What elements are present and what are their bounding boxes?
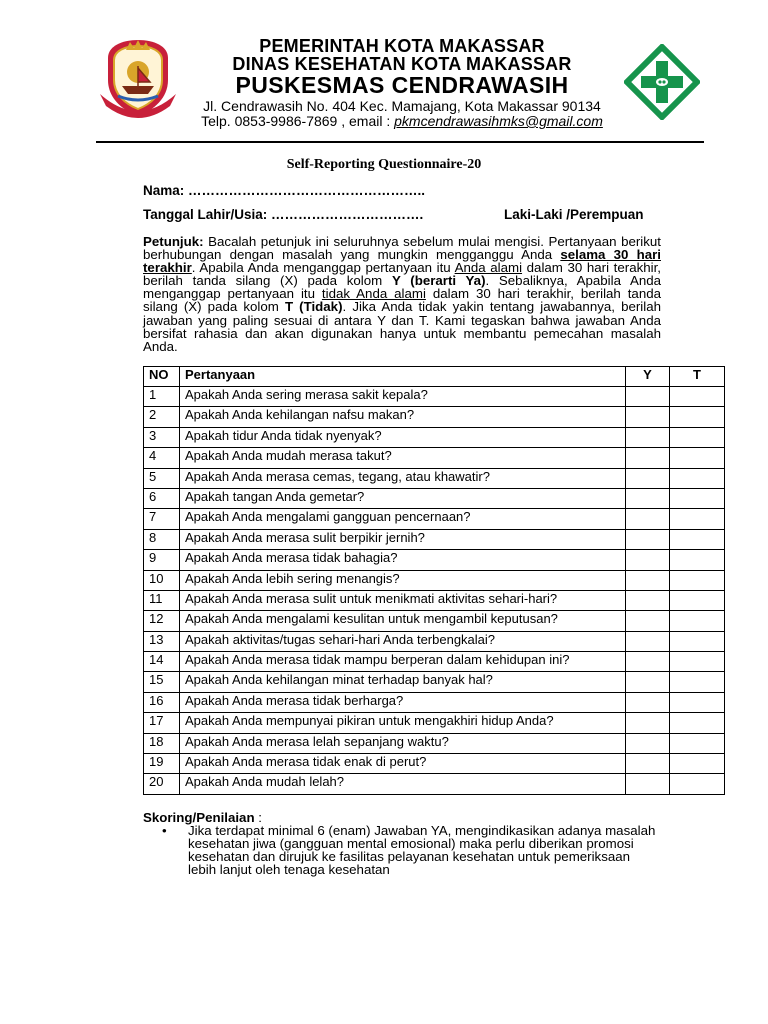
list-item [160,824,660,876]
row-answer-yes [626,713,670,733]
instructions-label: Petunjuk: [143,234,204,249]
row-number: 8 [144,529,180,549]
header-question: Pertanyaan [180,367,626,387]
header-contact [180,113,624,129]
gender-field: Laki-Laki /Perempuan [504,207,644,222]
header-no-answer: T [670,367,725,387]
row-answer-yes [626,570,670,590]
row-number: 20 [144,774,180,794]
scoring-rule-text: Jika terdapat minimal 6 (enam) Jawaban YA, mengindikasikan adanya masalah kesehatan jiwa (gangguan mental emosional) maka perlu diberikan promosi kesehatan dan dirujuk ke fasilitas pelayanan kesehatan untuk pemeriksaan lebih lanjut oleh tenaga kesehatan [188,823,656,878]
table-row [144,611,725,631]
row-answer-no [670,448,725,468]
row-answer-yes [626,774,670,794]
table-row [144,570,725,590]
row-question: Apakah tangan Anda gemetar? [180,488,626,508]
row-answer-yes [626,468,670,488]
row-number: 2 [144,407,180,427]
instructions-text: dalam 30 hari terakhir, berilah tanda silang (X) pada kolom [143,260,661,289]
row-number: 10 [144,570,180,590]
birthdate-age-field-line: Tanggal Lahir/Usia: ……………………………. [143,207,424,222]
scoring-list [160,824,660,876]
header-no: NO [144,367,180,387]
row-question: Apakah Anda mengalami gangguan pencernaan? [180,509,626,529]
instructions-paragraph [143,235,661,353]
row-answer-no [670,733,725,753]
row-answer-no [670,652,725,672]
letterhead-divider [96,141,704,143]
table-row [144,774,725,794]
table-row [144,427,725,447]
header-institution-name: PUSKESMAS CENDRAWASIH [235,72,569,98]
row-number: 4 [144,448,180,468]
instructions-text: . Jika Anda tidak yakin tentang jawabannya, berilah jawaban yang paling sesuai di antara Y dan T. Kami tegaskan bahwa jawaban Anda bersifat rahasia dan akan digunakan hanya untuk membantu pemecahan masalah Anda. [143,299,661,354]
row-answer-no [670,550,725,570]
row-number: 3 [144,427,180,447]
row-question: Apakah Anda merasa tidak berharga? [180,692,626,712]
row-answer-yes [626,631,670,651]
row-number: 7 [144,509,180,529]
row-number: 12 [144,611,180,631]
scoring-title: Skoring/Penilaian [143,810,255,825]
row-question: Apakah Anda mempunyai pikiran untuk mengakhiri hidup Anda? [180,713,626,733]
row-question: Apakah Anda mudah lelah? [180,774,626,794]
row-number: 17 [144,713,180,733]
row-answer-yes [626,590,670,610]
row-number: 9 [144,550,180,570]
row-question: Apakah tidur Anda tidak nyenyak? [180,427,626,447]
row-answer-no [670,611,725,631]
row-question: Apakah Anda merasa tidak mampu berperan dalam kehidupan ini? [180,652,626,672]
header-department-line: DINAS KESEHATAN KOTA MAKASSAR [232,54,572,74]
row-question: Apakah Anda mengalami kesulitan untuk mengambil keputusan? [180,611,626,631]
table-row [144,468,725,488]
row-question: Apakah Anda mudah merasa takut? [180,448,626,468]
instructions-emphasis: selama 30 hari terakhir [143,247,661,276]
row-number: 11 [144,590,180,610]
table-header-row [144,367,725,387]
row-answer-yes [626,387,670,407]
table-row [144,652,725,672]
bullet-icon: • [162,823,167,838]
row-answer-no [670,468,725,488]
puskesmas-cross-logo [624,44,700,120]
table-row [144,509,725,529]
instructions-underline: tidak Anda alami [321,286,426,302]
row-number: 6 [144,488,180,508]
makassar-city-seal-logo [96,36,180,120]
instructions-emphasis: T (Tidak) [284,299,343,315]
table-row [144,733,725,753]
table-row [144,754,725,774]
header-yes: Y [626,367,670,387]
row-answer-yes [626,488,670,508]
row-answer-yes [626,692,670,712]
row-answer-no [670,590,725,610]
row-answer-yes [626,652,670,672]
row-question: Apakah Anda merasa sulit berpikir jernih? [180,529,626,549]
row-question: Apakah Anda merasa lelah sepanjang waktu? [180,733,626,753]
row-answer-yes [626,407,670,427]
row-answer-no [670,529,725,549]
table-row [144,590,725,610]
row-answer-no [670,631,725,651]
instructions-underline: Anda alami [454,260,523,276]
document-title: Self-Reporting Questionnaire-20 [286,157,482,172]
row-answer-yes [626,733,670,753]
row-answer-yes [626,550,670,570]
row-question: Apakah Anda kehilangan nafsu makan? [180,407,626,427]
table-row [144,631,725,651]
table-row [144,672,725,692]
header-government-line: PEMERINTAH KOTA MAKASSAR [259,36,545,56]
row-question: Apakah Anda kehilangan minat terhadap banyak hal? [180,672,626,692]
row-number: 15 [144,672,180,692]
table-row [144,713,725,733]
header-address: Jl. Cendrawasih No. 404 Kec. Mamajang, Kota Makassar 90134 [203,98,601,114]
row-number: 16 [144,692,180,712]
row-answer-no [670,692,725,712]
row-number: 18 [144,733,180,753]
table-row [144,387,725,407]
name-field-line: Nama: …………………………………………….. [143,183,426,198]
instructions-text: . Sebaliknya, Apabila Anda menganggap pertanyaan itu [143,273,662,302]
row-answer-no [670,387,725,407]
row-answer-yes [626,754,670,774]
header-email: pkmcendrawasihmks@gmail.com [394,113,603,129]
questionnaire-body [144,387,725,795]
row-answer-yes [626,427,670,447]
row-number: 13 [144,631,180,651]
questionnaire-table [143,366,725,795]
row-answer-yes [626,529,670,549]
row-answer-no [670,754,725,774]
instructions-text: Bacalah petunjuk ini seluruhnya sebelum mulai mengisi. Pertanyaan berikut berhubungan dengan masalah yang mungkin mengganggu Anda [143,234,661,263]
row-number: 19 [144,754,180,774]
row-question: Apakah aktivitas/tugas sehari-hari Anda terbengkalai? [180,631,626,651]
scoring-title-suffix: : [254,810,262,825]
row-answer-yes [626,611,670,631]
instructions-text: . Apabila Anda menganggap pertanyaan itu [191,260,455,276]
table-row [144,407,725,427]
row-answer-no [670,509,725,529]
row-answer-no [670,713,725,733]
row-question: Apakah Anda merasa sulit untuk menikmati aktivitas sehari-hari? [180,590,626,610]
row-answer-no [670,488,725,508]
row-answer-no [670,672,725,692]
row-answer-yes [626,672,670,692]
row-number: 14 [144,652,180,672]
row-number: 5 [144,468,180,488]
row-question: Apakah Anda sering merasa sakit kepala? [180,387,626,407]
instructions-emphasis: Y (berarti Ya) [391,273,486,289]
row-answer-no [670,427,725,447]
table-row [144,529,725,549]
row-answer-no [670,774,725,794]
row-answer-yes [626,509,670,529]
table-row [144,448,725,468]
row-answer-no [670,570,725,590]
table-row [144,488,725,508]
row-answer-no [670,407,725,427]
instructions-text: dalam 30 hari terakhir, berilah tanda silang (X) pada kolom [143,286,662,315]
row-question: Apakah Anda merasa tidak bahagia? [180,550,626,570]
header-phone: Telp. 0853-9986-7869 , email : [201,113,395,129]
table-row [144,692,725,712]
row-number: 1 [144,387,180,407]
row-question: Apakah Anda merasa tidak enak di perut? [180,754,626,774]
row-question: Apakah Anda lebih sering menangis? [180,570,626,590]
table-row [144,550,725,570]
row-answer-yes [626,448,670,468]
row-question: Apakah Anda merasa cemas, tegang, atau khawatir? [180,468,626,488]
